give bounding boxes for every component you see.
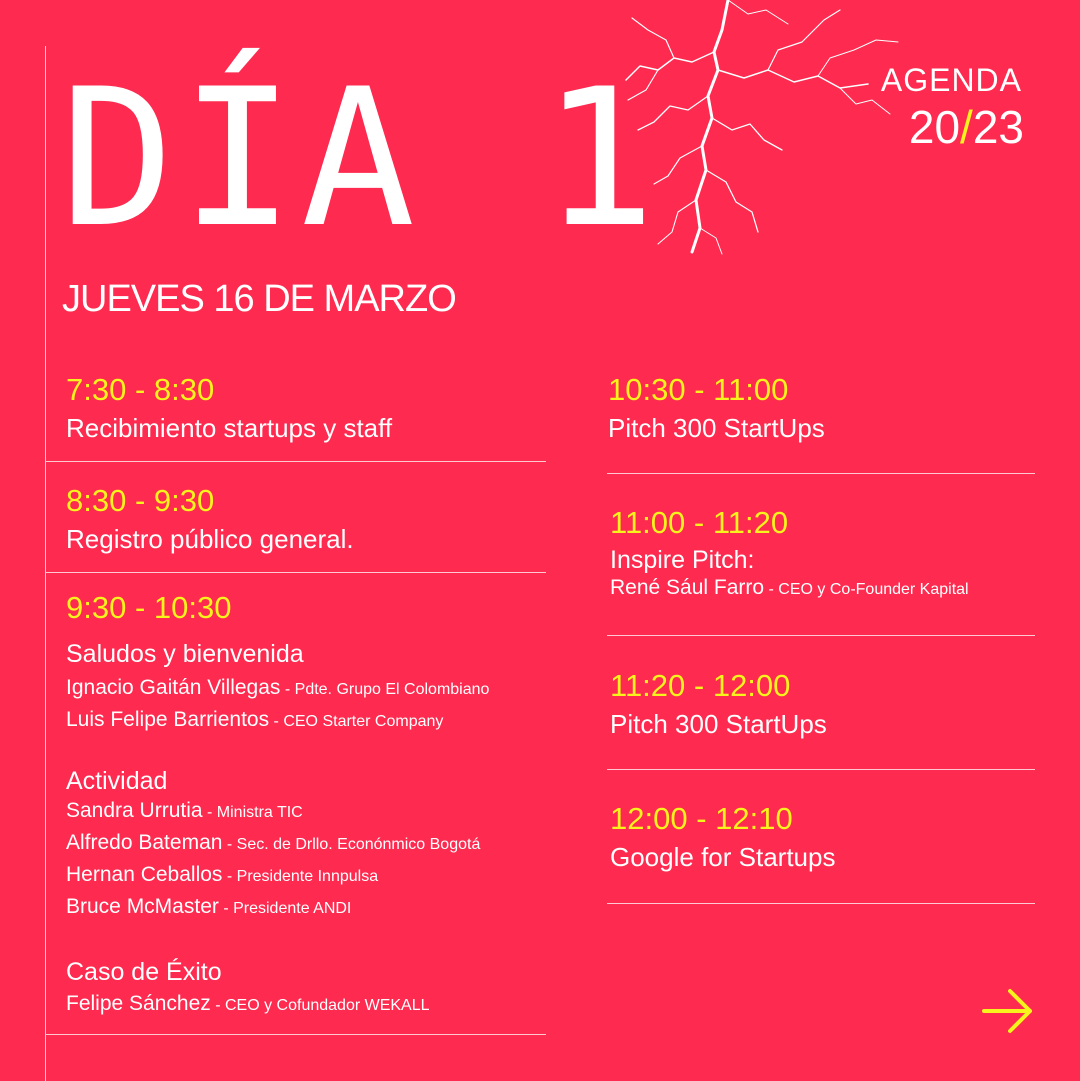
arrow-right-icon[interactable]: [980, 986, 1036, 1036]
vertical-divider: [45, 46, 46, 1081]
year-slash: /: [960, 101, 973, 153]
year-right: 23: [972, 101, 1024, 153]
person-line: [66, 796, 480, 828]
person-line: [66, 892, 480, 924]
day-title: DÍA 1: [60, 48, 662, 269]
group-title: Actividad: [66, 767, 168, 795]
separator: [607, 473, 1035, 474]
group-title: Caso de Éxito: [66, 958, 222, 986]
session-time: 8:30 - 9:30: [66, 483, 215, 518]
session-time: 7:30 - 8:30: [66, 372, 215, 407]
agenda-label: AGENDA: [880, 62, 1022, 98]
person-role: - Pdte. Grupo El Colombiano: [280, 681, 490, 698]
session-desc: Google for Startups: [610, 842, 836, 872]
session-time: 12:00 - 12:10: [610, 801, 793, 836]
session-r3: [610, 670, 827, 737]
session-desc: Pitch 300 StartUps: [610, 709, 827, 739]
separator: [46, 461, 546, 462]
person-line: [66, 828, 480, 860]
session-1: [66, 374, 392, 441]
person-role: - CEO y Cofundador WEKALL: [210, 997, 430, 1014]
person-name: Luis Felipe Barrientos: [66, 708, 270, 731]
person-name: Felipe Sánchez: [66, 992, 211, 1015]
session-time: 10:30 - 11:00: [608, 372, 789, 407]
person-name: Ignacio Gaitán Villegas: [66, 676, 281, 699]
person-role: - CEO Starter Company: [269, 713, 444, 730]
session-title: Inspire Pitch:: [610, 546, 755, 574]
separator: [607, 635, 1035, 636]
person-line: [66, 989, 430, 1021]
separator: [607, 903, 1035, 904]
person-line: [66, 705, 489, 737]
year-left: 20: [908, 101, 961, 153]
group-actividad: [66, 769, 480, 924]
session-2: [66, 485, 354, 552]
day-date: JUEVES 16 DE MARZO: [62, 278, 456, 320]
person-line: [66, 860, 480, 892]
session-time: 11:20 - 12:00: [610, 668, 791, 703]
person-role: - Presidente Innpulsa: [222, 868, 379, 885]
separator: [46, 572, 546, 573]
person-role: - Presidente ANDI: [218, 900, 352, 917]
person-name: Hernan Ceballos: [66, 863, 223, 886]
person-name: Bruce McMaster: [66, 895, 219, 918]
group-title: Saludos y bienvenida: [66, 640, 304, 668]
person-line: [610, 573, 969, 605]
person-name: René Sául Farro: [610, 576, 765, 599]
person-line: [66, 673, 489, 705]
separator: [607, 769, 1035, 770]
session-r1: [608, 374, 825, 441]
session-desc: Recibimiento startups y staff: [66, 413, 393, 443]
session-desc: Registro público general.: [66, 524, 354, 554]
agenda-year: [909, 100, 1024, 154]
separator: [46, 1034, 546, 1035]
group-caso-exito: [66, 960, 430, 1021]
person-role: - CEO y Co-Founder Kapital: [764, 581, 969, 598]
session-r4: [610, 803, 835, 870]
person-name: Alfredo Bateman: [66, 831, 223, 854]
person-role: - Ministra TIC: [202, 804, 303, 821]
session-time: 9:30 - 10:30: [66, 590, 232, 625]
session-time: 11:00 - 11:20: [610, 505, 789, 540]
session-3: [66, 592, 231, 623]
person-name: Sandra Urrutia: [66, 799, 203, 822]
person-role: - Sec. de Drllo. Econónmico Bogotá: [222, 836, 481, 853]
group-saludos: [66, 642, 489, 737]
session-r2: [610, 507, 969, 605]
session-desc: Pitch 300 StartUps: [608, 413, 825, 443]
